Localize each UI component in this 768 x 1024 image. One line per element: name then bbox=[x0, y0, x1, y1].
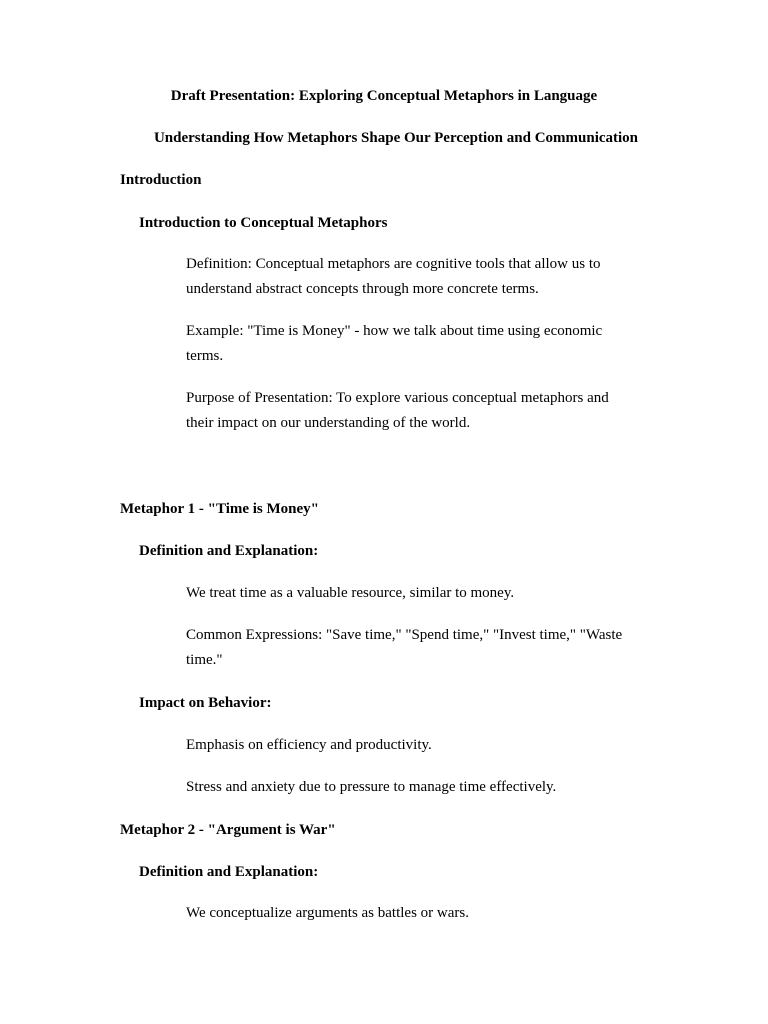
section-heading-metaphor-1: Metaphor 1 - "Time is Money" bbox=[120, 501, 319, 517]
section-heading-metaphor-2: Metaphor 2 - "Argument is War" bbox=[120, 822, 336, 838]
subsection-heading-m2-definition: Definition and Explanation: bbox=[139, 864, 319, 880]
m2-definition-item: We conceptualize arguments as battles or wars. bbox=[186, 905, 469, 921]
m1-impact-item: Emphasis on efficiency and productivity. bbox=[186, 737, 432, 753]
subsection-heading-m1-impact: Impact on Behavior: bbox=[139, 695, 272, 711]
intro-paragraph-example: Example: "Time is Money" - how we talk about time using economic terms. bbox=[186, 323, 603, 364]
subsection-heading-m1-definition: Definition and Explanation: bbox=[139, 543, 319, 559]
subsection-heading-intro-conceptual-metaphors: Introduction to Conceptual Metaphors bbox=[139, 215, 388, 231]
m1-definition-item: Common Expressions: "Save time," "Spend time," "Invest time," "Waste time." bbox=[186, 627, 623, 668]
document-subtitle: Understanding How Metaphors Shape Our Perception and Communication bbox=[153, 130, 639, 146]
intro-paragraph-definition: Definition: Conceptual metaphors are cognitive tools that allow us to understand abstract concepts through more concrete terms. bbox=[186, 256, 601, 297]
m1-impact-item: Stress and anxiety due to pressure to manage time effectively. bbox=[186, 779, 557, 795]
document-title: Draft Presentation: Exploring Conceptual Metaphors in Language bbox=[170, 88, 598, 104]
m1-definition-item: We treat time as a valuable resource, similar to money. bbox=[186, 585, 515, 601]
section-heading-introduction: Introduction bbox=[120, 172, 202, 188]
intro-paragraph-purpose: Purpose of Presentation: To explore various conceptual metaphors and their impact on our understanding of the world. bbox=[186, 390, 609, 431]
